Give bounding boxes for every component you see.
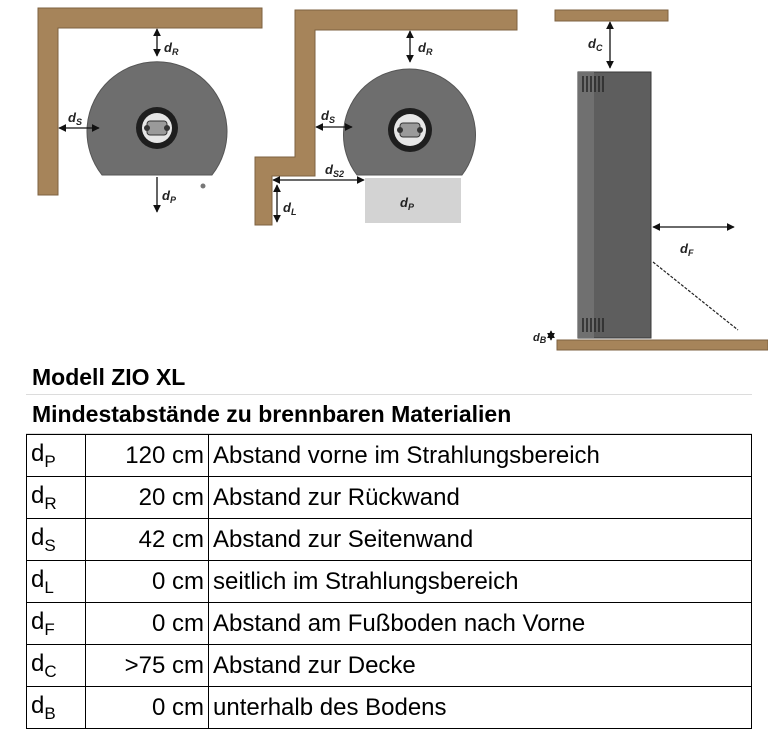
- floor: [557, 340, 768, 350]
- top-view-recess: [255, 10, 517, 225]
- description-cell: Abstand zur Decke: [209, 645, 752, 687]
- table-row: [27, 645, 752, 687]
- label-dB: dB: [533, 332, 547, 345]
- label-dS-middle: $d_S$: [321, 108, 335, 125]
- table-row: [27, 687, 752, 729]
- label-dP-middle: $d_P$: [400, 195, 414, 212]
- model-title: Modell ZIO XL: [32, 364, 186, 390]
- value-cell: 42 cm: [86, 519, 209, 561]
- value-cell: 120 cm: [86, 435, 209, 477]
- label-dS-left: $d_S$: [68, 110, 82, 127]
- ceiling: [555, 10, 668, 21]
- side-view: [533, 10, 768, 350]
- symbol-cell: $d_R$: [27, 477, 86, 519]
- value-cell: 0 cm: [86, 687, 209, 729]
- table-row: [27, 519, 752, 561]
- description-cell: unterhalb des Bodens: [209, 687, 752, 729]
- value-cell: >75 cm: [86, 645, 209, 687]
- table-row: [27, 435, 752, 477]
- symbol-cell: $d_F$: [27, 603, 86, 645]
- symbol-cell: $d_L$: [27, 561, 86, 603]
- symbol-cell: $d_C$: [27, 645, 86, 687]
- radiation-line: [653, 262, 738, 330]
- value-cell: 0 cm: [86, 603, 209, 645]
- top-view-corner: [38, 8, 262, 212]
- label-dF: $d_F$: [680, 241, 694, 258]
- label-dR-left: $d_R$: [164, 40, 179, 57]
- value-cell: 20 cm: [86, 477, 209, 519]
- label-dC: $d_C$: [588, 36, 603, 53]
- handle-knob: [201, 184, 206, 189]
- label-dS2: $d_{S2}$: [325, 162, 344, 179]
- label-dP-left: $d_P$: [162, 188, 176, 205]
- symbol-cell: $d_S$: [27, 519, 86, 561]
- symbol-cell: $d_P$: [27, 435, 86, 477]
- table-row: [27, 477, 752, 519]
- description-cell: seitlich im Strahlungsbereich: [209, 561, 752, 603]
- label-dL: $d_L$: [283, 200, 297, 217]
- clearance-table: [26, 434, 752, 729]
- subtitle-row: [26, 395, 752, 434]
- symbol-cell: $d_B$: [27, 687, 86, 729]
- table-subtitle: Mindestabstände zu brennbaren Materialien: [32, 401, 512, 427]
- description-cell: Abstand zur Seitenwand: [209, 519, 752, 561]
- description-cell: Abstand am Fußboden nach Vorne: [209, 603, 752, 645]
- label-dR-middle: $d_R$: [418, 40, 433, 57]
- table-row: [27, 603, 752, 645]
- floor-plate: [365, 178, 461, 223]
- description-cell: Abstand zur Rückwand: [209, 477, 752, 519]
- clearance-diagram: [0, 0, 768, 356]
- description-cell: Abstand vorne im Strahlungsbereich: [209, 435, 752, 477]
- spec-sheet: [26, 356, 752, 729]
- value-cell: 0 cm: [86, 561, 209, 603]
- model-title-row: [26, 356, 752, 395]
- table-row: [27, 561, 752, 603]
